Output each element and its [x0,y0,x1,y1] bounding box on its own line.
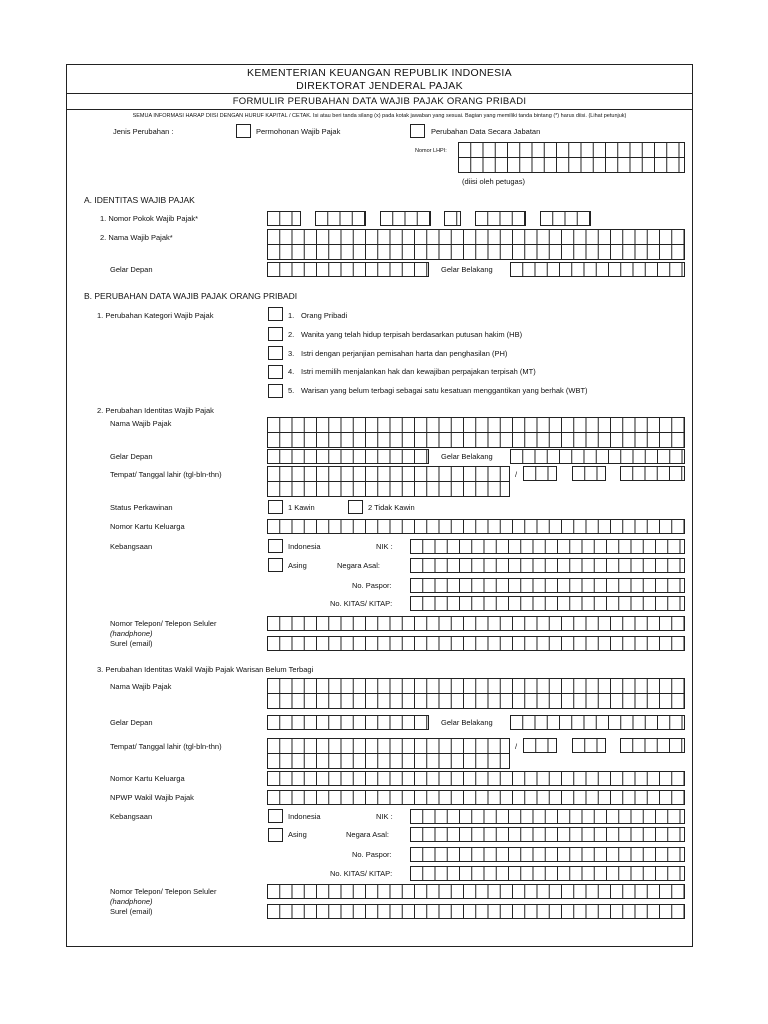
b3-bln-input[interactable] [572,738,606,753]
b2-kebangsaan-label: Kebangsaan [110,542,153,551]
b3-nama-label: Nama Wajib Pajak [110,682,172,691]
kategori-5-num: 5. [288,386,295,395]
permohonan-checkbox[interactable] [236,124,251,138]
nama-wp-input[interactable] [267,229,685,260]
title-divider [66,109,693,110]
kategori-5-checkbox[interactable] [268,384,283,398]
header-divider [66,93,693,94]
b3-thn-input[interactable] [620,738,685,753]
kategori-3-num: 3. [288,349,295,358]
permohonan-label: Permohonan Wajib Pajak [256,127,341,136]
nama-wp-label: 2. Nama Wajib Pajak* [100,233,173,242]
kategori-label: 1. Perubahan Kategori Wajib Pajak [97,311,214,320]
b3-telepon-label: Nomor Telepon/ Telepon Seluler [110,887,217,896]
form-title: FORMULIR PERUBAHAN DATA WAJIB PAJAK ORANG PRIBADI [232,96,527,107]
a-gelar-belakang-label: Gelar Belakang [441,265,493,274]
section-a-title: A. IDENTITAS WAJIB PAJAK [84,195,195,205]
b3-gelar-depan-label: Gelar Depan [110,718,153,727]
b2-gelar-belakang-input[interactable] [510,449,685,464]
npwp-input-3[interactable] [380,211,431,226]
a-gelar-depan-input[interactable] [267,262,429,277]
b3-asing-checkbox[interactable] [268,828,283,842]
b3-negara-input[interactable] [410,827,685,842]
b2-thn-input[interactable] [620,466,685,481]
b2-nama-label: Nama Wajib Pajak [110,419,172,428]
b2-asing-label: Asing [288,561,307,570]
b2-paspor-label: No. Paspor: [352,581,392,590]
b2-kk-label: Nomor Kartu Keluarga [110,522,185,531]
b3-npwp-label: NPWP Wakil Wajib Pajak [110,793,194,802]
npwp-label: 1. Nomor Pokok Wajib Pajak* [100,214,199,223]
tidak-kawin-checkbox[interactable] [348,500,363,514]
identitas-title: 2. Perubahan Identitas Wajib Pajak [97,406,214,415]
npwp-input-4[interactable] [444,211,461,226]
b2-bln-input[interactable] [572,466,606,481]
b2-kitas-input[interactable] [410,596,685,611]
b3-nik-input[interactable] [410,809,685,824]
b3-surel-input[interactable] [267,904,685,919]
section-b-title: B. PERUBAHAN DATA WAJIB PAJAK ORANG PRIBADI [84,291,298,301]
b2-gelar-depan-label: Gelar Depan [110,452,153,461]
b2-kitas-label: No. KITAS/ KITAP: [330,599,393,608]
b3-surel-label: Surel (email) [110,907,153,916]
kategori-2-checkbox[interactable] [268,327,283,341]
b2-paspor-input[interactable] [410,578,685,593]
b3-indonesia-checkbox[interactable] [268,809,283,823]
npwp-input-2[interactable] [315,211,366,226]
b2-surel-input[interactable] [267,636,685,651]
b3-tempat-lahir-input[interactable] [267,738,510,769]
kawin-checkbox[interactable] [268,500,283,514]
form-instruction: SEMUA INFORMASI HARAP DIISI DENGAN HURUF KAPITAL / CETAK. Isi atau beri tanda silang (x) pada kotak jawaban yang sesuai. Bagian yang memiliki tanda bintang (*) harus diisi. (Lihat petunjuk) [132,113,627,119]
kategori-4-text: Istri memilih menjalankan hak dan kewajiban perpajakan terpisah (MT) [301,367,536,376]
kategori-1-text: Orang Pribadi [301,311,348,320]
b3-kk-label: Nomor Kartu Keluarga [110,774,185,783]
b2-telepon-input[interactable] [267,616,685,631]
b3-indonesia-label: Indonesia [288,812,321,821]
b2-surel-label: Surel (email) [110,639,153,648]
b3-kitas-label: No. KITAS/ KITAP: [330,869,393,878]
b2-gelar-belakang-label: Gelar Belakang [441,452,493,461]
b3-gelar-belakang-label: Gelar Belakang [441,718,493,727]
b2-asing-checkbox[interactable] [268,558,283,572]
ministry-name: KEMENTERIAN KEUANGAN REPUBLIK INDONESIA [247,67,512,79]
b3-gelar-depan-input[interactable] [267,715,429,730]
tidak-kawin-label: 2 Tidak Kawin [368,503,415,512]
kategori-3-text: Istri dengan perjanjian pemisahan harta dan penghasilan (PH) [301,349,508,358]
b2-gelar-depan-input[interactable] [267,449,429,464]
b3-nama-input[interactable] [267,678,685,709]
b2-tgl-input[interactable] [523,466,557,481]
b2-negara-label: Negara Asal: [337,561,380,570]
b3-slash: / [515,742,518,751]
b3-kk-input[interactable] [267,771,685,786]
npwp-input-1[interactable] [267,211,301,226]
b2-slash: / [515,470,518,479]
b3-telepon-input[interactable] [267,884,685,899]
directorate-name: DIREKTORAT JENDERAL PAJAK [296,80,463,92]
npwp-input-5[interactable] [475,211,526,226]
wakil-title: 3. Perubahan Identitas Wakil Wajib Pajak Warisan Belum Terbagi [97,665,314,674]
b2-nik-label: NIK : [376,542,393,551]
b3-paspor-input[interactable] [410,847,685,862]
officer-note: (diisi oleh petugas) [462,177,525,186]
b2-telepon-label: Nomor Telepon/ Telepon Seluler [110,619,217,628]
a-gelar-belakang-input[interactable] [510,262,685,277]
b3-npwp-input[interactable] [267,790,685,805]
b3-kebangsaan-label: Kebangsaan [110,812,153,821]
lhpi-input[interactable] [458,142,685,173]
kategori-1-num: 1. [288,311,295,320]
b3-asing-label: Asing [288,830,307,839]
b2-kk-input[interactable] [267,519,685,534]
kategori-2-num: 2. [288,330,295,339]
b2-nik-input[interactable] [410,539,685,554]
b3-paspor-label: No. Paspor: [352,850,392,859]
b2-ttl-label: Tempat/ Tanggal lahir (tgl-bln-thn) [110,470,222,479]
b3-nik-label: NIK : [376,812,393,821]
kategori-1-checkbox[interactable] [268,307,283,321]
kategori-5-text: Warisan yang belum terbagi sebagai satu kesatuan menggantikan yang berhak (WBT) [301,386,588,395]
b3-ttl-label: Tempat/ Tanggal lahir (tgl-bln-thn) [110,742,222,751]
b3-negara-label: Negara Asal: [346,830,389,839]
kategori-4-checkbox[interactable] [268,365,283,379]
b3-kitas-input[interactable] [410,866,685,881]
kategori-2-text: Wanita yang telah hidup terpisah berdasarkan putusan hakim (HB) [301,330,523,339]
b2-indonesia-checkbox[interactable] [268,539,283,553]
b2-nama-input[interactable] [267,417,685,448]
kategori-3-checkbox[interactable] [268,346,283,360]
lhpi-label: Nomor LHPI: [415,148,447,154]
a-gelar-depan-label: Gelar Depan [110,265,153,274]
kategori-4-num: 4. [288,367,295,376]
b2-handphone-label: (handphone) [110,629,153,638]
b3-gelar-belakang-input[interactable] [510,715,685,730]
kawin-label: 1 Kawin [288,503,315,512]
jabatan-label: Perubahan Data Secara Jabatan [431,127,541,136]
jenis-perubahan-label: Jenis Perubahan : [113,127,174,136]
npwp-input-6[interactable] [540,211,591,226]
b2-negara-input[interactable] [410,558,685,573]
b3-tgl-input[interactable] [523,738,557,753]
b2-tempat-lahir-input[interactable] [267,466,510,497]
b2-indonesia-label: Indonesia [288,542,321,551]
jabatan-checkbox[interactable] [410,124,425,138]
status-label: Status Perkawinan [110,503,173,512]
b3-handphone-label: (handphone) [110,897,153,906]
